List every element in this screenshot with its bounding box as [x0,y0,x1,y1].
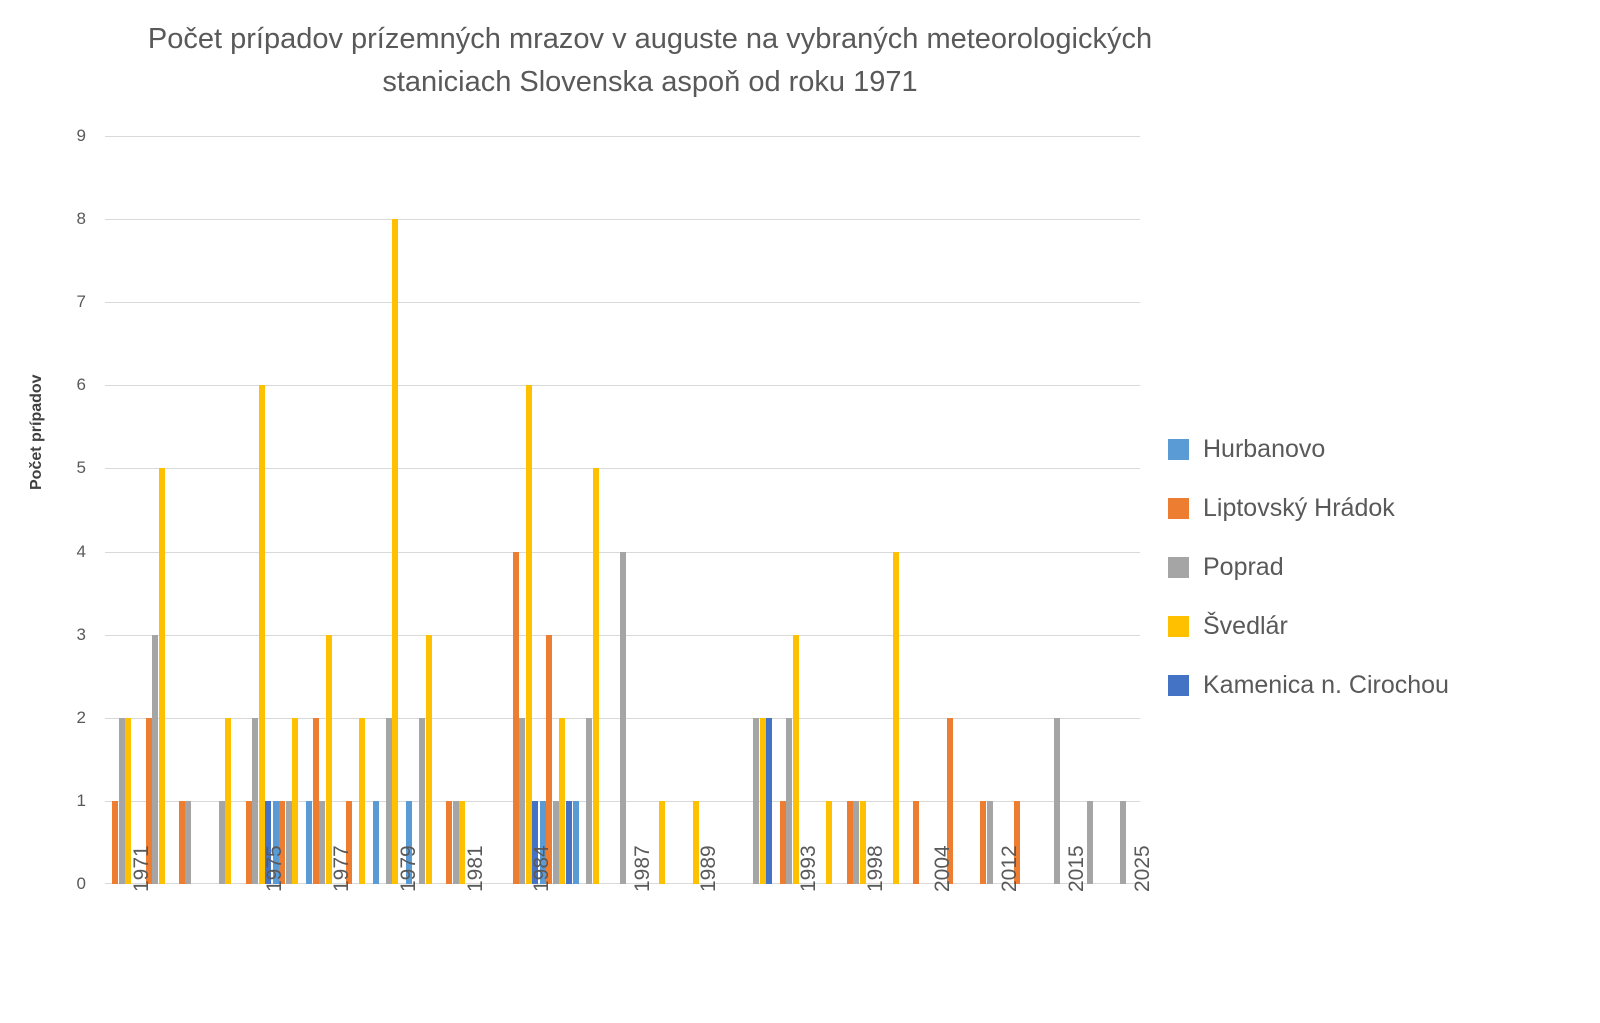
bar [359,718,365,884]
bar [853,801,859,884]
bar [446,801,452,884]
bar [573,801,579,884]
bar [319,801,325,884]
y-axis-tick-label: 3 [76,624,86,644]
bar [987,801,993,884]
chart-title-line-1: Počet prípadov prízemných mrazov v auguste na vybraných meteorologických [147,23,1153,55]
gridline [105,219,1140,220]
bar [586,718,592,884]
bar [826,801,832,884]
bar [559,718,565,884]
bar [780,801,786,884]
x-axis-tick-label: 1993 [797,845,821,892]
bar [513,552,519,884]
legend-item[interactable] [1168,656,1578,715]
x-axis-tick-label: 1971 [129,845,153,892]
bar [225,718,231,884]
x-axis-tick-label: 2015 [1064,845,1088,892]
bar [980,801,986,884]
legend-swatch-icon [1168,616,1189,637]
chart-title-line-2: staniciach Slovenska aspoň od roku 1971 [382,66,918,98]
bar [847,801,853,884]
y-axis-tick-label: 7 [76,292,86,312]
bar [259,385,265,884]
bar [306,801,312,884]
y-axis-tick-label: 0 [76,874,86,893]
y-axis-tick-labels [0,126,96,893]
legend-item-label: Poprad [1203,553,1284,581]
x-axis-tick-label: 2004 [930,845,954,892]
bar [659,801,665,884]
x-axis-tick-label: 1981 [463,845,487,892]
legend-swatch-icon [1168,557,1189,578]
bar [453,801,459,884]
gridline [105,136,1140,137]
bar [246,801,252,884]
bar [112,801,118,884]
x-axis-tick-label: 1975 [263,845,287,892]
gridline [105,302,1140,303]
bar [786,718,792,884]
legend-item[interactable] [1168,479,1578,538]
legend-item-label: Liptovský Hrádok [1203,494,1395,522]
legend-item[interactable] [1168,420,1578,479]
x-axis-tick-label: 1984 [530,845,554,892]
bar [760,718,766,884]
y-axis-title: Počet prípadov [28,374,45,490]
bar [526,385,532,884]
y-axis-tick-label: 2 [76,707,86,727]
x-axis-tick-label: 1998 [864,845,888,892]
y-axis-tick-label: 9 [76,126,86,145]
bar [159,468,165,884]
plot-area [105,136,1140,884]
bar [426,635,432,884]
y-axis-tick-label: 4 [76,541,86,561]
legend-item-label: Kamenica n. Cirochou [1203,671,1449,699]
x-axis-tick-label: 2025 [1131,845,1155,892]
bar [566,801,572,884]
y-axis-tick-label: 1 [76,790,86,810]
y-axis-tick-label: 5 [76,458,86,478]
bar [392,219,398,884]
y-axis-tick-label: 6 [76,375,86,395]
bar [313,718,319,884]
bar [219,801,225,884]
y-axis-tick-label: 8 [76,209,86,229]
legend-item[interactable] [1168,597,1578,656]
legend-item[interactable] [1168,538,1578,597]
bar [620,552,626,884]
bar [252,718,258,884]
legend-item-label: Hurbanovo [1203,435,1326,463]
x-axis-tick-label: 1977 [330,845,354,892]
bar [593,468,599,884]
bar [386,718,392,884]
bar [373,801,379,884]
chart-title [120,18,1180,104]
legend-swatch-icon [1168,439,1189,460]
legend-swatch-icon [1168,498,1189,519]
x-axis-tick-label: 1989 [697,845,721,892]
bar [753,718,759,884]
bar [185,801,191,884]
bar [1120,801,1126,884]
x-axis-tick-label: 1979 [396,845,420,892]
bar [893,552,899,884]
bar [119,718,125,884]
bar [1054,718,1060,884]
legend-swatch-icon [1168,675,1189,696]
bar [519,718,525,884]
bar [913,801,919,884]
x-axis-tick-label: 1987 [630,845,654,892]
bar [292,718,298,884]
legend-item-label: Švedlár [1203,612,1288,640]
bar [179,801,185,884]
x-axis-tick-labels [105,845,1155,1012]
x-axis-tick-label: 2012 [997,845,1021,892]
chart-legend [1168,420,1578,715]
bar [766,718,772,884]
